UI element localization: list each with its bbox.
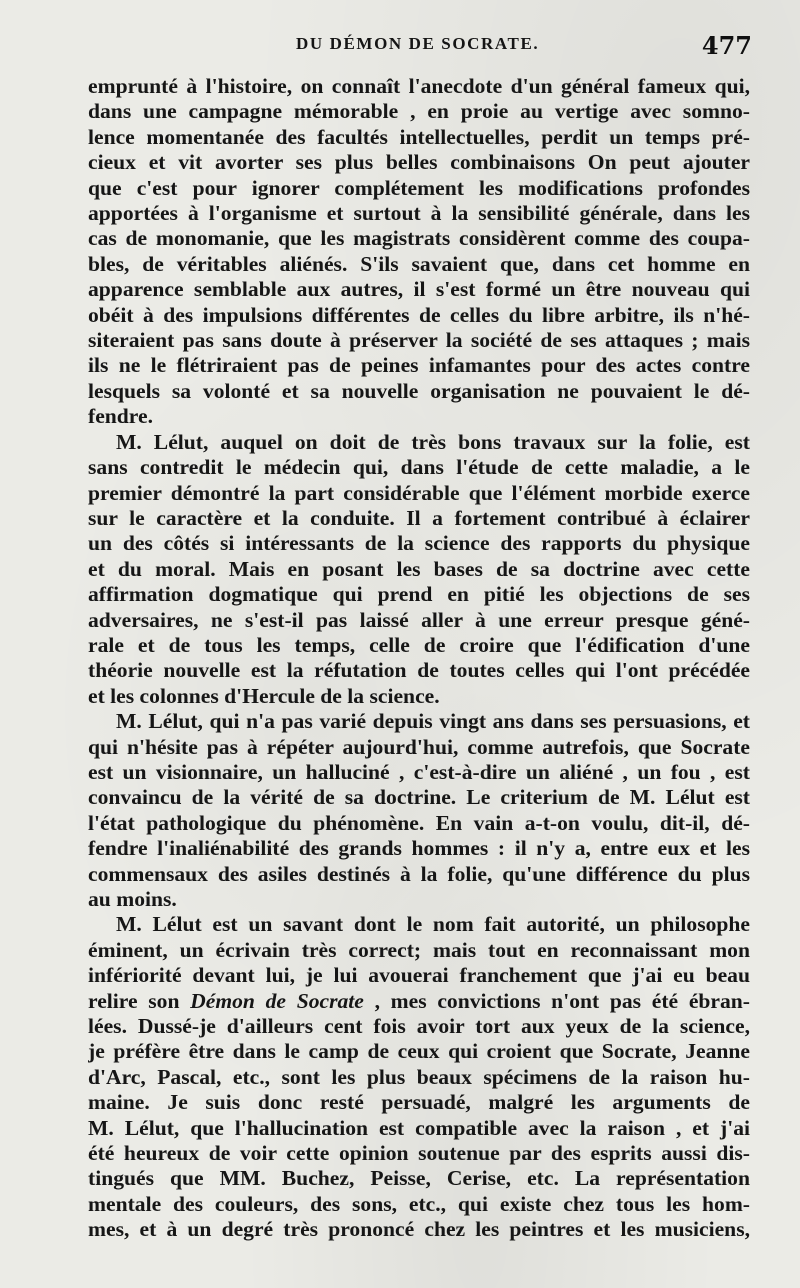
text-line: relire son Démon de Socrate , mes convictions n'ont pas été ébran- [88, 988, 750, 1013]
text-line: mes, et à un degré très prononcé chez les peintres et les musiciens, [88, 1217, 750, 1242]
text-line: et les colonnes d'Hercule de la science. [88, 683, 440, 708]
text-line: mentale des couleurs, des sons, etc., qui existe chez tous les hom- [88, 1191, 750, 1216]
text-line: au moins. [88, 887, 177, 911]
text-line: apparence semblable aux autres, il s'est formé un être nouveau qui [88, 277, 750, 302]
text-line: affirmation dogmatique qui prend en pitié les objections de ses [88, 582, 750, 607]
page-number: 477 [701, 31, 752, 60]
text-line: M. Lélut est un savant dont le nom fait autorité, un philosophe [116, 912, 750, 937]
text-line: est un visionnaire, un halluciné , c'est-à-dire un aliéné , un fou , est [88, 759, 750, 784]
text-line: M. Lélut, que l'hallucination est compatible avec la raison , et j'ai [88, 1115, 750, 1140]
text-line: je préfère être dans le camp de ceux qui croient que Socrate, Jeanne [88, 1039, 750, 1064]
running-title: DU DÉMON DE SOCRATE. [296, 34, 540, 53]
paragraph-2 [88, 430, 750, 709]
text-line: rale et de tous les temps, celle de croire que l'édification d'une [88, 632, 750, 657]
text-line: fendre l'inaliénabilité des grands hommes : il n'y a, entre eux et les [88, 836, 750, 861]
text-line: bles, de véritables aliénés. S'ils savaient que, dans cet homme en [88, 251, 750, 276]
paragraph-1 [88, 74, 750, 430]
text-line: qui n'hésite pas à répéter aujourd'hui, comme autrefois, que Socrate [88, 734, 750, 759]
text-line: infériorité devant lui, je lui avouerai franchement que j'ai eu beau [88, 963, 750, 988]
text-line: M. Lélut, auquel on doit de très bons travaux sur la folie, est [116, 429, 750, 454]
paragraph-3 [88, 709, 750, 912]
text-line: cieux et vit avorter ses plus belles combinaisons On peut ajouter [88, 150, 750, 175]
book-title-italic: Démon de Socrate [190, 988, 364, 1013]
text-line: sur le caractère et la conduite. Il a fortement contribué à éclairer [88, 505, 750, 530]
text-line: maine. Je suis donc resté persuadé, malgré les arguments de [88, 1090, 750, 1115]
text-line: siteraient pas sans doute à préserver la société de ses attaques ; mais [88, 328, 750, 353]
text-line: éminent, un écrivain très correct; mais tout en reconnaissant mon [88, 937, 750, 962]
text-line: lesquels sa volonté et sa nouvelle organisation ne pouvaient le dé- [88, 378, 750, 403]
text-line: été heureux de voir cette opinion soutenue par des esprits aussi dis- [88, 1141, 750, 1166]
text-line: sans contredit le médecin qui, dans l'étude de cette maladie, a le [88, 455, 750, 480]
text-line: d'Arc, Pascal, etc., sont les plus beaux spécimens de la raison hu- [88, 1064, 750, 1089]
text-line: que c'est pour ignorer complétement les modifications profondes [88, 175, 750, 200]
paragraph-4 [88, 912, 750, 1242]
text-line: lence momentanée des facultés intellectuelles, perdit un temps pré- [88, 124, 750, 149]
text-line: théorie nouvelle est la réfutation de toutes celles qui l'ont précédée [88, 658, 750, 683]
body-text [88, 74, 750, 1243]
text-line: fendre. [88, 404, 153, 429]
text-line: l'état pathologique du phénomène. En vain a-t-on voulu, dit-il, dé- [88, 810, 750, 835]
text-line: et du moral. Mais en posant les bases de sa doctrine avec cette [88, 556, 750, 581]
text-line: adversaires, ne s'est-il pas laissé aller à une erreur presque géné- [88, 607, 750, 632]
text-line: dans une campagne mémorable , en proie au vertige avec somno- [88, 99, 750, 124]
text-line: ils ne le flétriraient pas de peines infamantes pour des actes contre [88, 353, 750, 378]
text-line: apportées à l'organisme et surtout à la sensibilité générale, dans les [88, 201, 750, 226]
text-line: premier démontré la part considérable que l'élément morbide exerce [88, 480, 750, 505]
text-line: M. Lélut, qui n'a pas varié depuis vingt ans dans ses persuasions, et [116, 709, 750, 734]
text-line: tingués que MM. Buchez, Peisse, Cerise, etc. La représentation [88, 1166, 750, 1191]
text-line: convaincu de la vérité de sa doctrine. Le criterium de M. Lélut est [88, 785, 750, 810]
text-line: emprunté à l'histoire, on connaît l'anecdote d'un général fameux qui, [88, 74, 750, 98]
text-line: obéit à des impulsions différentes de celles du libre arbitre, ils n'hé- [88, 302, 750, 327]
text-line: un des côtés si intéressants de la science des rapports du physique [88, 531, 750, 556]
page-header [0, 32, 800, 62]
text-line: cas de monomanie, que les magistrats considèrent comme des coupa- [88, 226, 750, 251]
text-line: commensaux des asiles destinés à la folie, qu'une différence du plus [88, 861, 750, 886]
text-line: lées. Dussé-je d'ailleurs cent fois avoir tort aux yeux de la science, [88, 1014, 750, 1039]
